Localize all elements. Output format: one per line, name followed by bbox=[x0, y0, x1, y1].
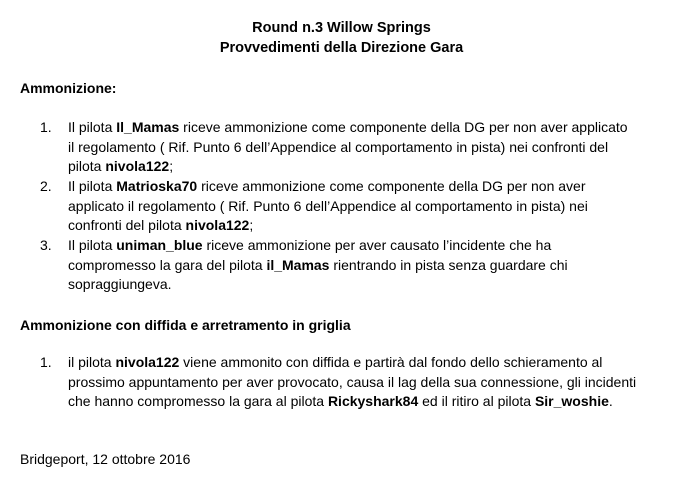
text-line: il pilota nivola122 viene ammonito con diffida e partirà dal fondo dello schieramento al bbox=[68, 354, 603, 370]
list-item bbox=[40, 353, 660, 413]
text-line: Il pilota uniman_blue riceve ammonizione per aver causato l’incidente che ha bbox=[68, 237, 552, 253]
text-line: prossimo appuntamento per aver provocato, causa il lag della sua connessione, gli incidenti bbox=[68, 373, 637, 390]
list-item bbox=[40, 118, 660, 178]
pilot-name: Rickyshark84 bbox=[327, 393, 419, 410]
pilot-name: Sir_woshie bbox=[534, 393, 609, 410]
list-item bbox=[40, 236, 660, 296]
list-item-text bbox=[68, 118, 668, 177]
text-line: il regolamento ( Rif. Punto 6 dell’Appendice al comportamento in pista) nei confronti del bbox=[68, 138, 609, 155]
list-item bbox=[40, 177, 660, 237]
text-line: pilota nivola122; bbox=[68, 158, 174, 175]
pilot-name: uniman_blue bbox=[116, 237, 203, 253]
document-title: Round n.3 Willow Springs bbox=[252, 20, 431, 36]
text-line: applicato il regolamento ( Rif. Punto 6 dell’Appendice al comportamento in pista) nei bbox=[68, 197, 588, 214]
list-item-number: 2. bbox=[40, 178, 52, 194]
text-line: che hanno compromesso la gara al pilota Rickyshark84 ed il ritiro al pilota Sir_woshie. bbox=[68, 393, 613, 410]
text-line: sopraggiungeva. bbox=[68, 276, 172, 293]
list-item-number: 1. bbox=[40, 354, 52, 370]
pilot-name: nivola122 bbox=[185, 217, 250, 234]
pilot-name: Il_Mamas bbox=[116, 119, 180, 135]
text-line: compromesso la gara del pilota il_Mamas rientrando in pista senza guardare chi bbox=[68, 256, 568, 273]
list-item-text bbox=[68, 353, 668, 412]
document-footer-date: Bridgeport, 12 ottobre 2016 bbox=[20, 451, 191, 467]
text-line: confronti del pilota nivola122; bbox=[68, 217, 254, 234]
pilot-name: il_Mamas bbox=[266, 256, 330, 273]
text-line: Il pilota Matrioska70 riceve ammonizione come componente della DG per non aver bbox=[68, 178, 586, 194]
pilot-name: nivola122 bbox=[105, 158, 170, 175]
document-subtitle: Provvedimenti della Direzione Gara bbox=[219, 40, 464, 56]
text-line: Il pilota Il_Mamas riceve ammonizione come componente della DG per non aver applicato bbox=[68, 119, 628, 135]
list-item-number: 3. bbox=[40, 237, 52, 253]
list-item-number: 1. bbox=[40, 119, 52, 135]
pilot-name: Matrioska70 bbox=[116, 178, 198, 194]
section-heading-diffida: Ammonizione con diffida e arretramento in griglia bbox=[20, 317, 351, 333]
list-item-text bbox=[68, 177, 668, 236]
pilot-name: nivola122 bbox=[115, 354, 180, 370]
list-item-text bbox=[68, 236, 668, 295]
section-heading-ammonizione: Ammonizione: bbox=[20, 80, 117, 96]
